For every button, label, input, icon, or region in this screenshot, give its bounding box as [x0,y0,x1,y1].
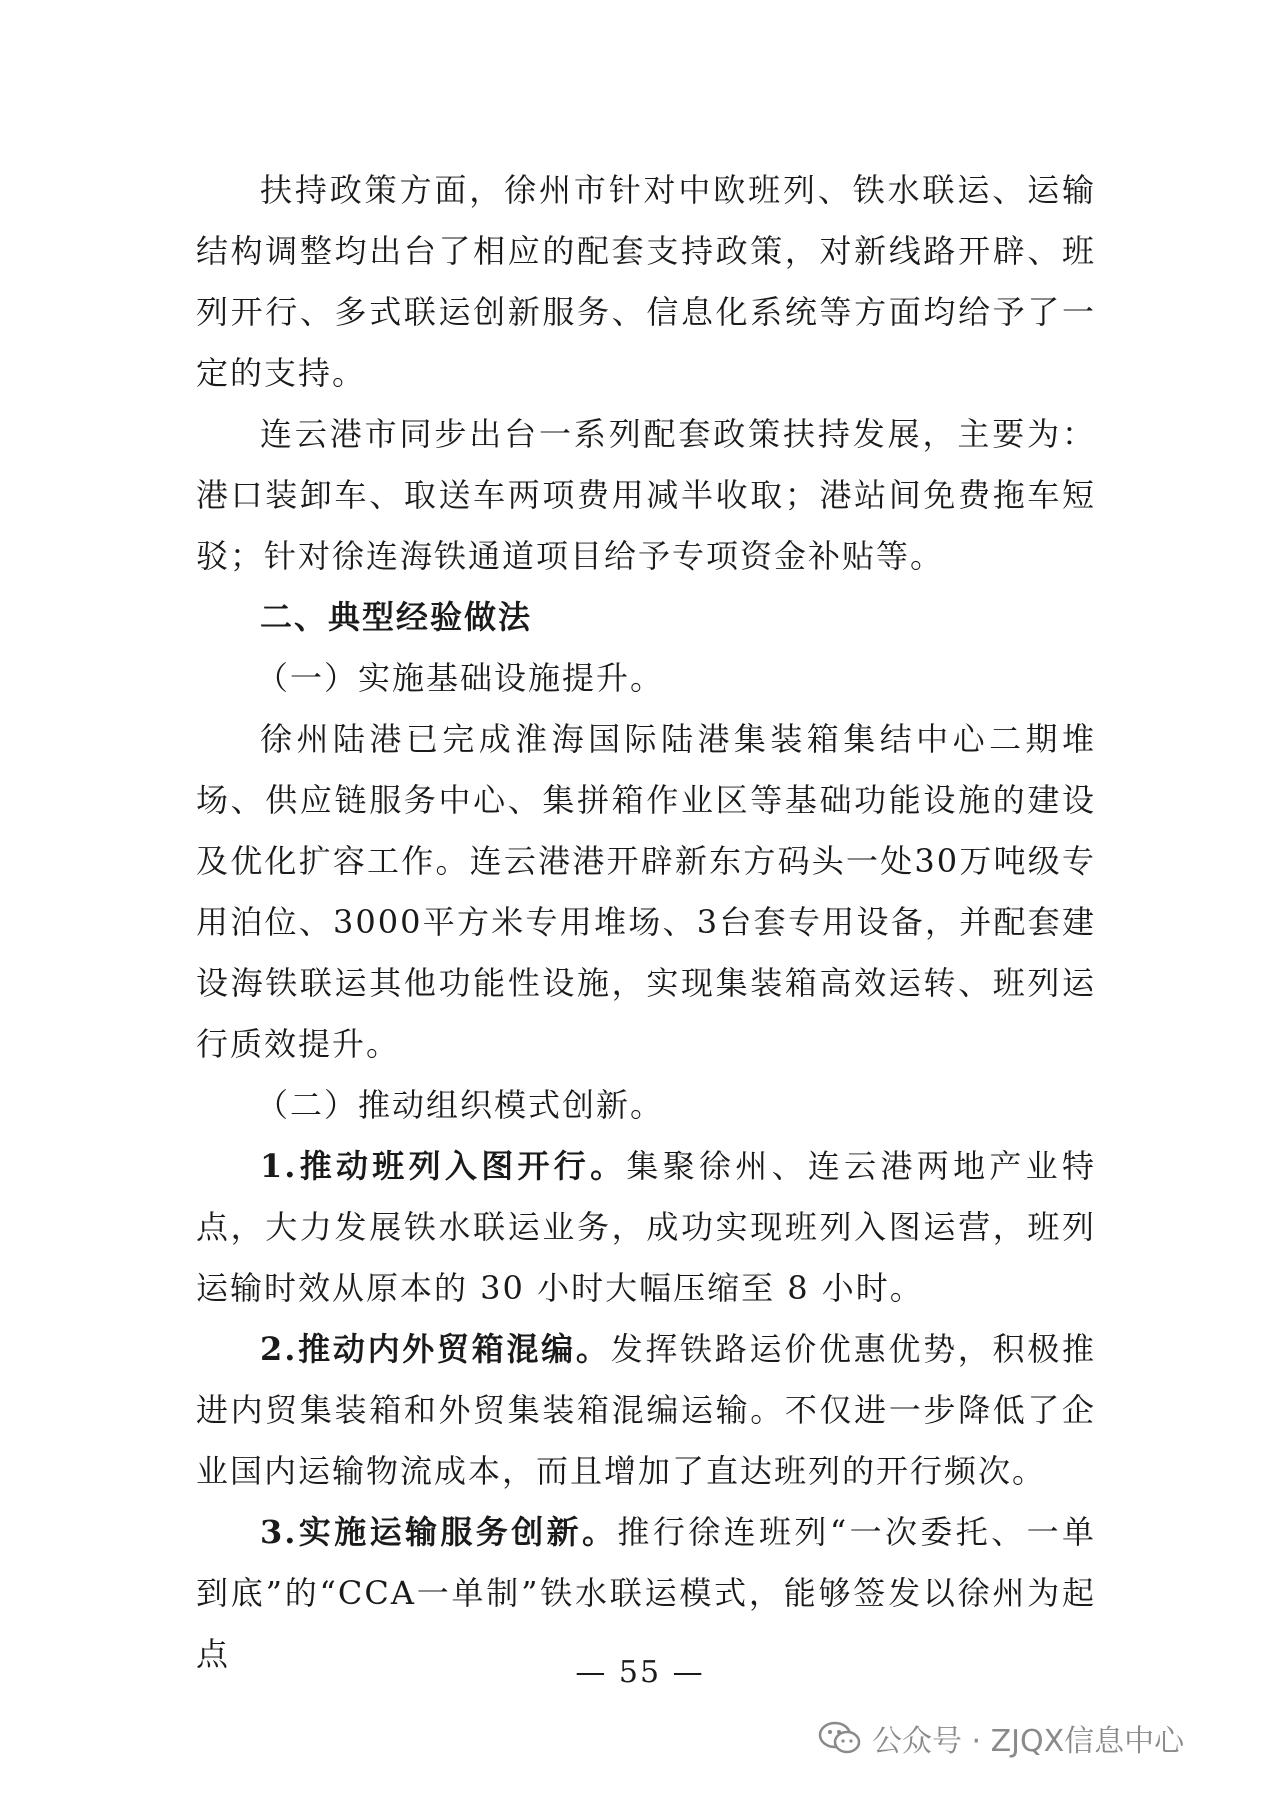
paragraph-policy-support: 扶持政策方面，徐州市针对中欧班列、铁水联运、运输结构调整均出台了相应的配套支持政策，对新线路开辟、班列开行、多式联运创新服务、信息化系统等方面均给予了一定的支持。 [196,171,1096,392]
paragraph-item-2 [196,1319,1096,1502]
item-2-text: 发挥铁路运价优惠优势，积极推进内贸集装箱和外贸集装箱混编运输。不仅进一步降低了企业国内运输物流成本，而且增加了直达班列的开行频次。 [196,1330,1096,1490]
paragraph-infrastructure: 徐州陆港已完成淮海国际陆港集装箱集结中心二期堆场、供应链服务中心、集拼箱作业区等基础功能设施的建设及优化扩容工作。连云港港开辟新东方码头一处30万吨级专用泊位、3000平方米专用堆场、3台套专用设备，并配套建设海铁联运其他功能性设施，实现集装箱高效运转、班列运行质效提升。 [196,720,1096,1063]
item-3-text: 推行徐连班列“一次委托、一单到底”的“CCA一单制”铁水联运模式，能够签发以徐州为起点 [196,1513,1096,1673]
item-3-lead: 3.实施运输服务创新。 [260,1513,618,1551]
wechat-icon [818,1720,862,1756]
section-heading: 二、典型经验做法 [260,598,533,636]
item-1-text: 集聚徐州、连云港两地产业特点，大力发展铁水联运业务，成功实现班列入图运营，班列运输时效从原本的 30 小时大幅压缩至 8 小时。 [196,1147,1096,1307]
paragraph-item-1 [196,1136,1096,1319]
subheading-organization: （二）推动组织模式创新。 [256,1086,665,1124]
document-body [196,160,1096,1685]
item-2-lead: 2.推动内外贸箱混编。 [260,1330,611,1368]
subheading-infrastructure: （一）实施基础设施提升。 [256,659,665,697]
page-number: — 55 — [575,1655,705,1690]
watermark-text: 公众号 · ZJQX信息中心 [872,1724,1185,1759]
wechat-watermark [818,1716,1184,1760]
item-1-lead: 1.推动班列入图开行。 [260,1147,627,1185]
paragraph-lianyungang-policy: 连云港市同步出台一系列配套政策扶持发展，主要为：港口装卸车、取送车两项费用减半收取；港站间免费拖车短驳；针对徐连海铁通道项目给予专项资金补贴等。 [196,415,1096,575]
